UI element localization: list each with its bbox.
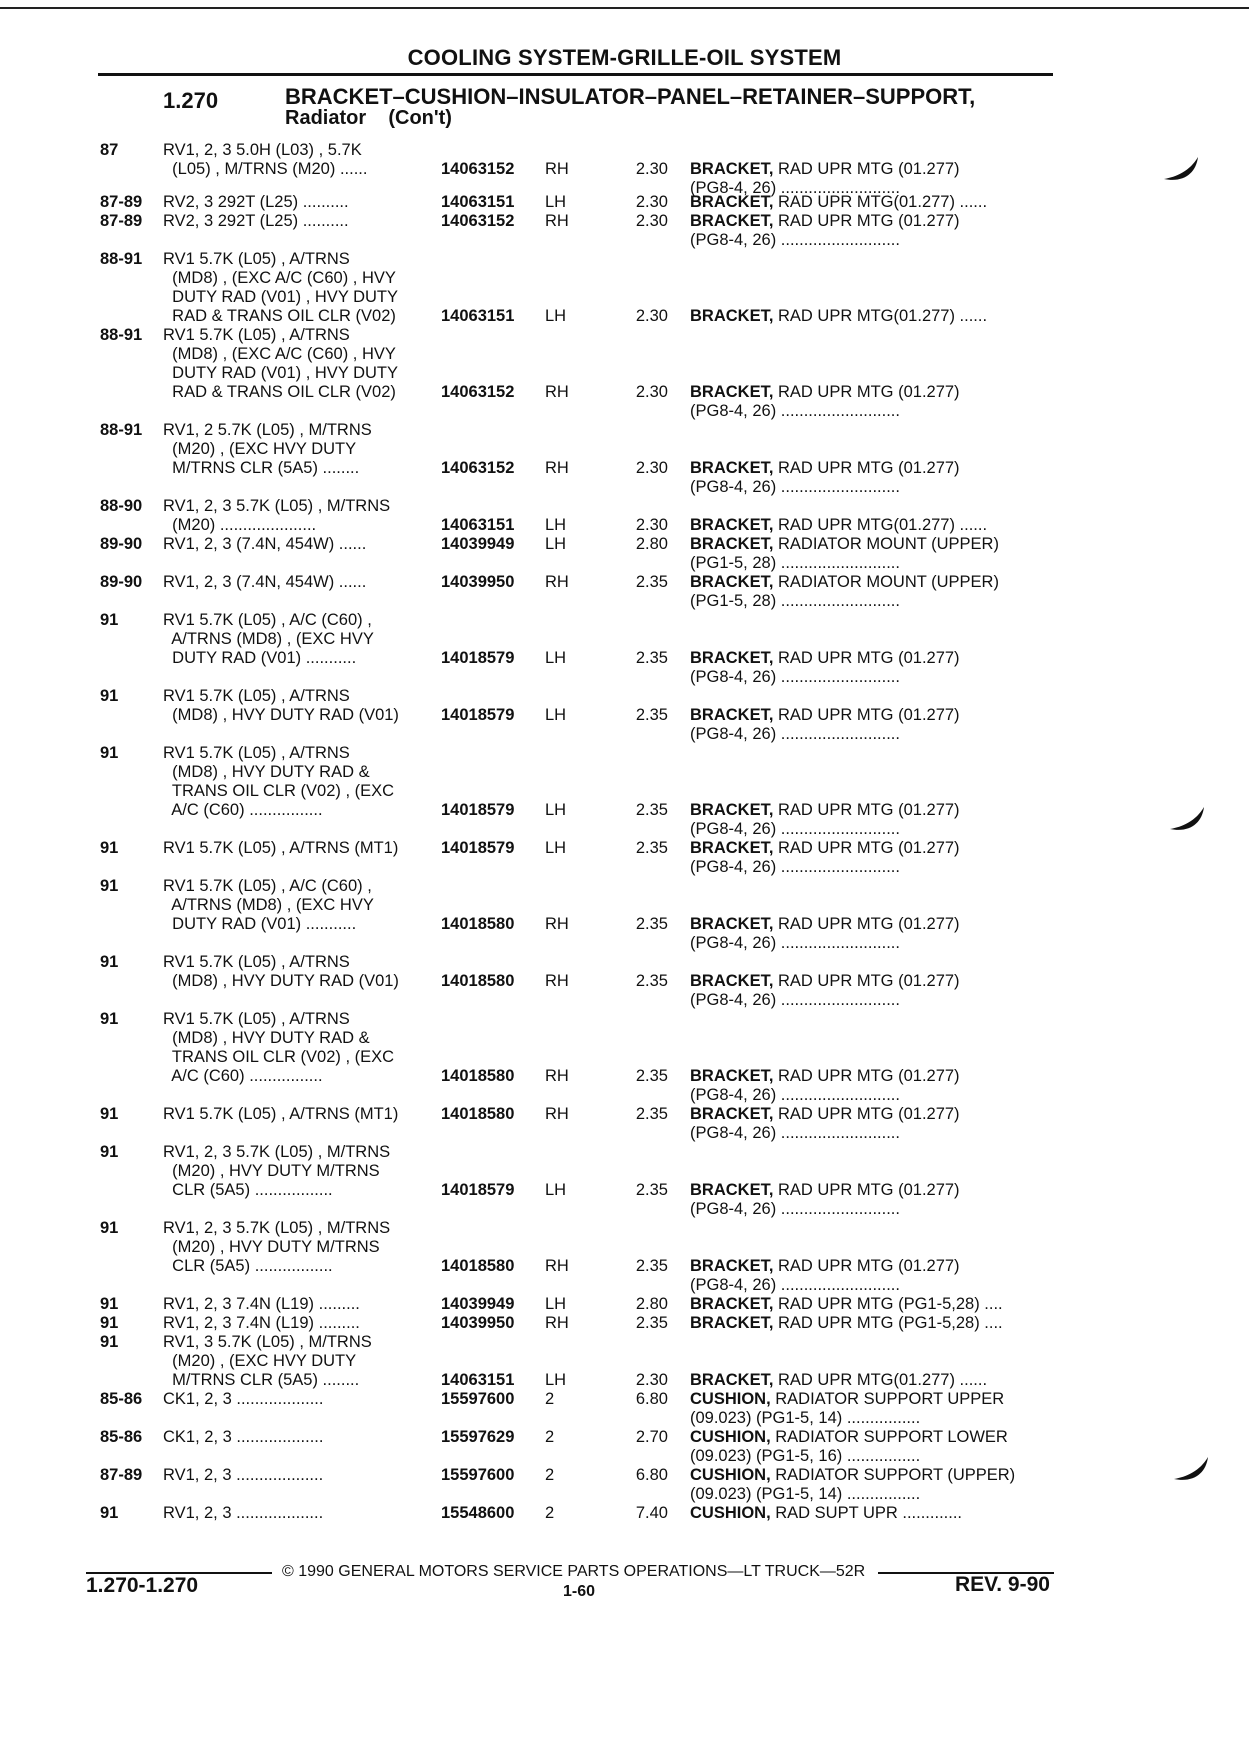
description-text: RAD UPR MTG (01.277) (PG8-4, 26) .......................... (690, 1067, 960, 1104)
part-number: 14018580 (441, 915, 515, 933)
side-or-qty: LH (545, 839, 567, 857)
description-keyword: BRACKET, (690, 1181, 774, 1199)
description-text: RAD UPR MTG (01.277) (PG8-4, 26) .......................... (690, 706, 960, 743)
weight: 2.30 (635, 383, 668, 401)
description-keyword: BRACKET, (690, 459, 774, 477)
application: CK1, 2, 3 ................... (163, 1390, 324, 1408)
description-keyword: BRACKET, (690, 1371, 774, 1389)
description-text: RAD UPR MTG(01.277) ...... (773, 307, 988, 325)
weight: 2.35 (635, 801, 668, 819)
description (690, 801, 960, 839)
model-year: 91 (100, 1504, 119, 1522)
description-keyword: BRACKET, (690, 160, 774, 178)
model-year: 91 (100, 1295, 119, 1313)
description (690, 1295, 1003, 1314)
application: RV1 5.7K (L05) , A/TRNS (MD8) , HVY DUTY RAD (V01) (163, 953, 399, 990)
part-number: 14018579 (441, 1181, 515, 1199)
description-keyword: BRACKET, (690, 915, 774, 933)
model-year: 87-89 (100, 1466, 143, 1484)
part-number: 14039949 (441, 1295, 515, 1313)
description (690, 307, 987, 326)
section-subtitle: Radiator (Con't) (285, 107, 452, 129)
description-keyword: BRACKET, (690, 1257, 774, 1275)
binder-hole-mark-icon (1168, 805, 1206, 835)
application: RV1 5.7K (L05) , A/TRNS (MD8) , HVY DUTY RAD & TRANS OIL CLR (V02) , (EXC A/C (C60) ................ (163, 744, 395, 819)
description-text: RAD UPR MTG(01.277) ...... (773, 1371, 988, 1389)
weight: 6.80 (635, 1466, 668, 1484)
part-number: 14018580 (441, 1257, 515, 1275)
weight: 2.30 (635, 459, 668, 477)
description (690, 915, 960, 953)
page-title: COOLING SYSTEM-GRILLE-OIL SYSTEM (407, 45, 842, 70)
description (690, 193, 987, 212)
part-number: 14063152 (441, 383, 515, 401)
description-keyword: CUSHION, (690, 1428, 771, 1446)
description (690, 972, 960, 1010)
weight: 2.35 (635, 649, 668, 667)
description-text: RAD UPR MTG(01.277) ...... (773, 516, 988, 534)
description (690, 383, 960, 421)
description-keyword: BRACKET, (690, 573, 774, 591)
application: RV1 5.7K (L05) , A/TRNS (MD8) , (EXC A/C (C60) , HVY DUTY RAD (V01) , HVY DUTY RAD & TRANS OIL CLR (V02) (163, 326, 399, 401)
description-text: RADIATOR MOUNT (UPPER) (PG1-5, 28) .......................... (690, 535, 999, 572)
model-year: 88-91 (100, 250, 143, 268)
weight: 2.30 (635, 212, 668, 230)
section-number: 1.270 (163, 88, 219, 113)
part-number: 14018579 (441, 839, 515, 857)
description (690, 1504, 962, 1523)
weight: 2.35 (635, 839, 668, 857)
description (690, 1428, 1008, 1466)
part-number: 14018579 (441, 801, 515, 819)
description-keyword: BRACKET, (690, 383, 774, 401)
model-year: 85-86 (100, 1390, 143, 1408)
part-number: 14018580 (441, 1067, 515, 1085)
side-or-qty: 2 (545, 1428, 555, 1446)
weight: 2.30 (635, 193, 668, 211)
description (690, 1181, 960, 1219)
description-text: RAD UPR MTG (PG1-5,28) .... (773, 1314, 1003, 1332)
model-year: 91 (100, 839, 119, 857)
section-title: BRACKET–CUSHION–INSULATOR–PANEL–RETAINER–SUPPORT, (285, 84, 976, 109)
model-year: 91 (100, 1010, 119, 1028)
application: RV1, 2, 3 5.7K (L05) , M/TRNS (M20) , HVY DUTY M/TRNS CLR (5A5) ................. (163, 1143, 391, 1199)
side-or-qty: LH (545, 535, 567, 553)
description-text: RAD UPR MTG (01.277) (PG8-4, 26) .......................... (690, 1105, 960, 1142)
side-or-qty: 2 (545, 1466, 555, 1484)
description-keyword: BRACKET, (690, 706, 774, 724)
description-keyword: BRACKET, (690, 516, 774, 534)
description-text: RADIATOR SUPPORT LOWER (09.023) (PG1-5, 16) ................ (690, 1428, 1008, 1465)
side-or-qty: RH (545, 212, 569, 230)
weight: 7.40 (635, 1504, 668, 1522)
side-or-qty: RH (545, 160, 569, 178)
description-keyword: BRACKET, (690, 839, 774, 857)
part-number: 15597629 (441, 1428, 515, 1446)
description-text: RAD UPR MTG (01.277) (PG8-4, 26) .......................... (690, 1181, 960, 1218)
side-or-qty: LH (545, 1371, 567, 1389)
side-or-qty: RH (545, 915, 569, 933)
model-year: 89-90 (100, 573, 143, 591)
application: RV1, 2, 3 7.4N (L19) ......... (163, 1295, 360, 1313)
description-keyword: BRACKET, (690, 212, 774, 230)
description-text: RAD UPR MTG(01.277) ...... (773, 193, 988, 211)
description-text: RADIATOR MOUNT (UPPER) (PG1-5, 28) .......................... (690, 573, 999, 610)
description (690, 1466, 1015, 1504)
application: RV1, 2, 3 ................... (163, 1504, 324, 1522)
application: RV1, 2, 3 5.0H (L03) , 5.7K (L05) , M/TRNS (M20) ...... (163, 141, 368, 178)
side-or-qty: RH (545, 573, 569, 591)
weight: 2.35 (635, 915, 668, 933)
model-year: 87 (100, 141, 119, 159)
part-number: 14063152 (441, 212, 515, 230)
application: RV1, 2, 3 7.4N (L19) ......... (163, 1314, 360, 1332)
part-number: 14039950 (441, 1314, 515, 1332)
description-keyword: BRACKET, (690, 972, 774, 990)
application: RV1, 2, 3 5.7K (L05) , M/TRNS (M20) , HVY DUTY M/TRNS CLR (5A5) ................. (163, 1219, 391, 1275)
description-text: RAD UPR MTG (01.277) (PG8-4, 26) .......................... (690, 459, 960, 496)
part-number: 14063151 (441, 193, 515, 211)
side-or-qty: 2 (545, 1390, 555, 1408)
description-keyword: CUSHION, (690, 1466, 771, 1484)
part-number: 14063152 (441, 459, 515, 477)
weight: 6.80 (635, 1390, 668, 1408)
application: RV1, 2, 3 (7.4N, 454W) ...... (163, 573, 367, 591)
application: RV1 5.7K (L05) , A/TRNS (MD8) , (EXC A/C (C60) , HVY DUTY RAD (V01) , HVY DUTY RAD & TRANS OIL CLR (V02) (163, 250, 399, 325)
description-text: RAD UPR MTG (01.277) (PG8-4, 26) .......................... (690, 801, 960, 838)
description-keyword: BRACKET, (690, 1105, 774, 1123)
model-year: 91 (100, 1105, 119, 1123)
model-year: 88-91 (100, 326, 143, 344)
binder-hole-mark-icon (1172, 1455, 1210, 1485)
application: RV1, 2, 3 ................... (163, 1466, 324, 1484)
side-or-qty: LH (545, 1295, 567, 1313)
weight: 2.35 (635, 706, 668, 724)
part-number: 14039950 (441, 573, 515, 591)
side-or-qty: RH (545, 1067, 569, 1085)
side-or-qty: LH (545, 649, 567, 667)
application: RV1 5.7K (L05) , A/TRNS (MT1) (163, 1105, 399, 1123)
side-or-qty: RH (545, 383, 569, 401)
side-or-qty: LH (545, 516, 567, 534)
application: RV2, 3 292T (L25) .......... (163, 193, 349, 211)
model-year: 87-89 (100, 193, 143, 211)
description (690, 1390, 1004, 1428)
binder-hole-mark-icon (1162, 155, 1200, 185)
description-keyword: BRACKET, (690, 649, 774, 667)
weight: 2.35 (635, 1314, 668, 1332)
description-keyword: BRACKET, (690, 801, 774, 819)
weight: 2.35 (635, 972, 668, 990)
description-keyword: BRACKET, (690, 307, 774, 325)
footer-revision: REV. 9-90 (955, 1573, 1050, 1596)
description (690, 1257, 960, 1295)
weight: 2.70 (635, 1428, 668, 1446)
side-or-qty: LH (545, 706, 567, 724)
weight: 2.80 (635, 1295, 668, 1313)
application: RV1 5.7K (L05) , A/C (C60) , A/TRNS (MD8) , (EXC HVY DUTY RAD (V01) ........... (163, 611, 374, 667)
model-year: 91 (100, 744, 119, 762)
description (690, 1067, 960, 1105)
description (690, 535, 999, 573)
description-text: RAD UPR MTG (01.277) (PG8-4, 26) .......................... (690, 839, 960, 876)
description-text: RAD UPR MTG (01.277) (PG8-4, 26) .......................... (690, 972, 960, 1009)
model-year: 88-91 (100, 421, 143, 439)
application: RV1, 2 5.7K (L05) , M/TRNS (M20) , (EXC HVY DUTY M/TRNS CLR (5A5) ........ (163, 421, 372, 477)
side-or-qty: LH (545, 801, 567, 819)
description (690, 706, 960, 744)
model-year: 91 (100, 877, 119, 895)
weight: 2.35 (635, 1257, 668, 1275)
part-number: 14039949 (441, 535, 515, 553)
description-keyword: BRACKET, (690, 1314, 774, 1332)
description-text: RADIATOR SUPPORT UPPER (09.023) (PG1-5, 14) ................ (690, 1390, 1005, 1427)
part-number: 14063151 (441, 307, 515, 325)
description-text: RAD UPR MTG (01.277) (PG8-4, 26) .......................... (690, 915, 960, 952)
part-number: 14018579 (441, 649, 515, 667)
model-year: 91 (100, 611, 119, 629)
description-text: RAD SUPT UPR ............. (770, 1504, 962, 1522)
part-number: 15548600 (441, 1504, 515, 1522)
footer-section-range: 1.270-1.270 (86, 1574, 199, 1597)
description (690, 212, 960, 250)
side-or-qty: RH (545, 1105, 569, 1123)
weight: 2.30 (635, 307, 668, 325)
weight: 2.35 (635, 1105, 668, 1123)
model-year: 91 (100, 953, 119, 971)
weight: 2.30 (635, 160, 668, 178)
description (690, 1105, 960, 1143)
description (690, 516, 987, 535)
description-keyword: BRACKET, (690, 1067, 774, 1085)
weight: 2.35 (635, 1181, 668, 1199)
part-number: 14018580 (441, 972, 515, 990)
application: RV1, 2, 3 5.7K (L05) , M/TRNS (M20) ..................... (163, 497, 391, 534)
application: RV1, 3 5.7K (L05) , M/TRNS (M20) , (EXC HVY DUTY M/TRNS CLR (5A5) ........ (163, 1333, 372, 1389)
side-or-qty: LH (545, 307, 567, 325)
description-keyword: BRACKET, (690, 1295, 774, 1313)
application: RV2, 3 292T (L25) .......... (163, 212, 349, 230)
application: RV1, 2, 3 (7.4N, 454W) ...... (163, 535, 367, 553)
description-text: RAD UPR MTG (01.277) (PG8-4, 26) .......................... (690, 649, 960, 686)
description-text: RADIATOR SUPPORT (UPPER) (09.023) (PG1-5, 14) ................ (690, 1466, 1016, 1503)
model-year: 91 (100, 1219, 119, 1237)
model-year: 89-90 (100, 535, 143, 553)
description (690, 459, 960, 497)
description (690, 839, 960, 877)
weight: 2.35 (635, 573, 668, 591)
side-or-qty: LH (545, 193, 567, 211)
part-number: 14063151 (441, 1371, 515, 1389)
model-year: 91 (100, 1314, 119, 1332)
weight: 2.30 (635, 1371, 668, 1389)
model-year: 85-86 (100, 1428, 143, 1446)
description (690, 1314, 1003, 1333)
model-year: 91 (100, 687, 119, 705)
application: RV1 5.7K (L05) , A/C (C60) , A/TRNS (MD8) , (EXC HVY DUTY RAD (V01) ........... (163, 877, 374, 933)
model-year: 87-89 (100, 212, 143, 230)
description-text: RAD UPR MTG (01.277) (PG8-4, 26) .......................... (690, 1257, 960, 1294)
side-or-qty: RH (545, 972, 569, 990)
description-text: RAD UPR MTG (PG1-5,28) .... (773, 1295, 1003, 1313)
side-or-qty: RH (545, 459, 569, 477)
description-keyword: CUSHION, (690, 1390, 771, 1408)
footer-page-number: 1-60 (563, 1583, 596, 1600)
application: RV1 5.7K (L05) , A/TRNS (MD8) , HVY DUTY RAD (V01) (163, 687, 399, 724)
part-number: 14018580 (441, 1105, 515, 1123)
application: RV1 5.7K (L05) , A/TRNS (MT1) (163, 839, 399, 857)
application: CK1, 2, 3 ................... (163, 1428, 324, 1446)
description-keyword: BRACKET, (690, 193, 774, 211)
description (690, 649, 960, 687)
part-number: 14063152 (441, 160, 515, 178)
part-number: 15597600 (441, 1466, 515, 1484)
side-or-qty: LH (545, 1181, 567, 1199)
description-text: RAD UPR MTG (01.277) (PG8-4, 26) .......................... (690, 212, 960, 249)
description-text: RAD UPR MTG (01.277) (PG8-4, 26) .......................... (690, 383, 960, 420)
weight: 2.30 (635, 516, 668, 534)
part-number: 15597600 (441, 1390, 515, 1408)
description-keyword: BRACKET, (690, 535, 774, 553)
description (690, 573, 999, 611)
part-number: 14018579 (441, 706, 515, 724)
weight: 2.80 (635, 535, 668, 553)
description-text: RAD UPR MTG (01.277) (PG8-4, 26) .......................... (690, 160, 960, 197)
side-or-qty: 2 (545, 1504, 555, 1522)
model-year: 91 (100, 1143, 119, 1161)
model-year: 88-90 (100, 497, 143, 515)
side-or-qty: RH (545, 1314, 569, 1332)
description-keyword: CUSHION, (690, 1504, 771, 1522)
description (690, 1371, 987, 1390)
footer-copyright: © 1990 GENERAL MOTORS SERVICE PARTS OPERATIONS—LT TRUCK—52R (282, 1563, 866, 1580)
application: RV1 5.7K (L05) , A/TRNS (MD8) , HVY DUTY RAD & TRANS OIL CLR (V02) , (EXC A/C (C60) ................ (163, 1010, 395, 1085)
part-number: 14063151 (441, 516, 515, 534)
model-year: 91 (100, 1333, 119, 1351)
weight: 2.35 (635, 1067, 668, 1085)
side-or-qty: RH (545, 1257, 569, 1275)
